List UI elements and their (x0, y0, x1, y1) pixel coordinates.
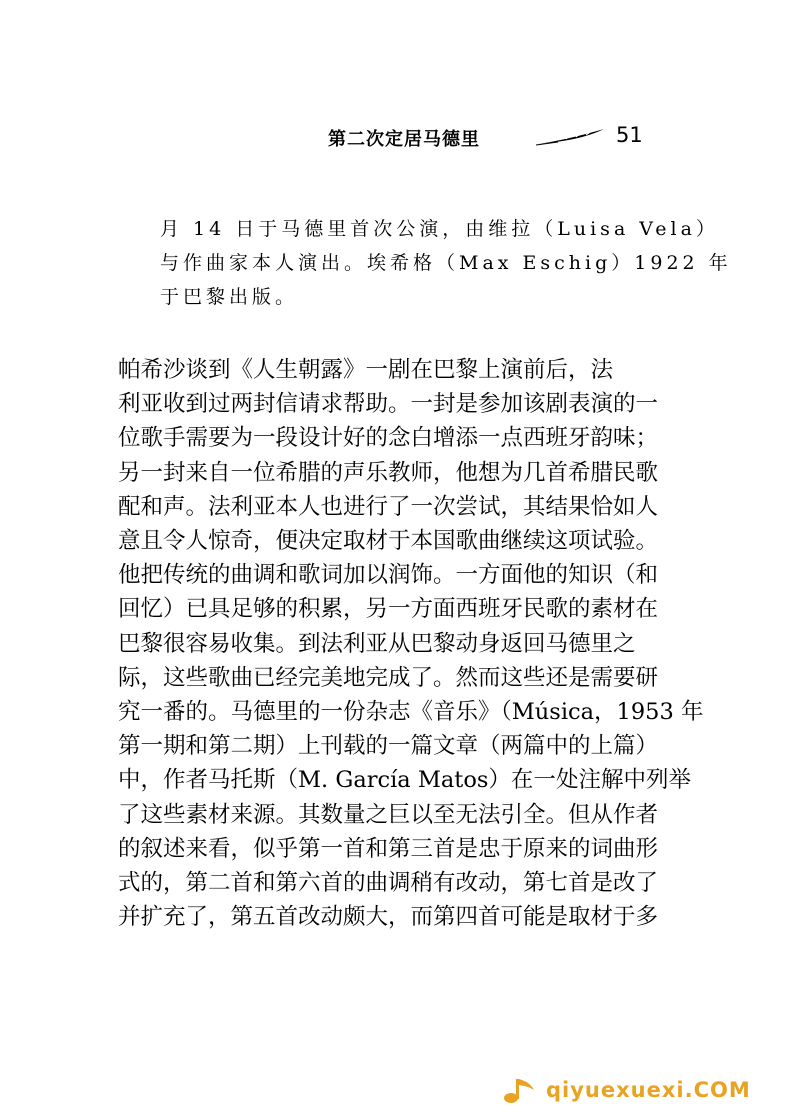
note-line: 与作曲家本人演出。埃希格（Max Eschig）1922 年 (160, 252, 732, 274)
body-line: 配和声。法利亚本人也进行了一次尝试，其结果恰如人 (118, 493, 659, 520)
body-line: 他把传统的曲调和歌词加以润饰。一方面他的知识（和 (118, 562, 659, 589)
body-line: 的叙述来看，似乎第一首和第三首是忠于原来的词曲形 (118, 835, 659, 862)
running-header (328, 125, 658, 155)
body-line: 意且令人惊奇，便决定取材于本国歌曲继续这项试验。 (118, 528, 659, 555)
note-line: 月 14 日于马德里首次公演，由维拉（Luisa Vela） (160, 218, 719, 240)
body-line: 并扩充了，第五首改动颇大，而第四首可能是取材于多 (118, 904, 659, 931)
body-line: 式的，第二首和第六首的曲调稍有改动，第七首是改了 (118, 870, 659, 897)
body-line: 回忆）已具足够的积累，另一方面西班牙民歌的素材在 (118, 596, 659, 623)
body-line: 帕希沙谈到《人生朝露》一剧在巴黎上演前后，法 (118, 357, 614, 383)
note-line: 于巴黎出版。 (160, 286, 299, 308)
body-line: 究一番的。马德里的一份杂志《音乐》（Música，1953 年 (118, 699, 704, 726)
watermark-text: qiyuexuexi.COM (546, 1078, 751, 1102)
body-line: 利亚收到过两封信请求帮助。一封是参加该剧表演的一 (118, 391, 659, 418)
body-line: 位歌手需要为一段设计好的念白增添一点西班牙韵味； (118, 425, 659, 452)
body-line: 第一期和第二期）上刊载的一篇文章（两篇中的上篇） (118, 733, 659, 760)
body-line: 另一封来自一位希腊的声乐教师，他想为几首希腊民歌 (118, 459, 659, 486)
footnote-continuation (160, 212, 732, 314)
body-line: 际，这些歌曲已经完美地完成了。然而这些还是需要研 (118, 664, 659, 691)
main-paragraph (118, 353, 704, 934)
body-line: 中，作者马托斯（M. García Matos）在一处注解中列举 (118, 767, 691, 794)
page-number: 51 (616, 123, 643, 147)
chapter-title: 第二次定居马德里 (328, 129, 480, 150)
feather-pen-icon (536, 128, 606, 146)
music-note-icon (500, 1076, 540, 1106)
body-line: 了这些素材来源。其数量之巨以至无法引全。但从作者 (118, 801, 659, 828)
site-watermark (500, 1074, 790, 1110)
body-line: 巴黎很容易收集。到法利亚从巴黎动身返回马德里之 (118, 630, 636, 657)
